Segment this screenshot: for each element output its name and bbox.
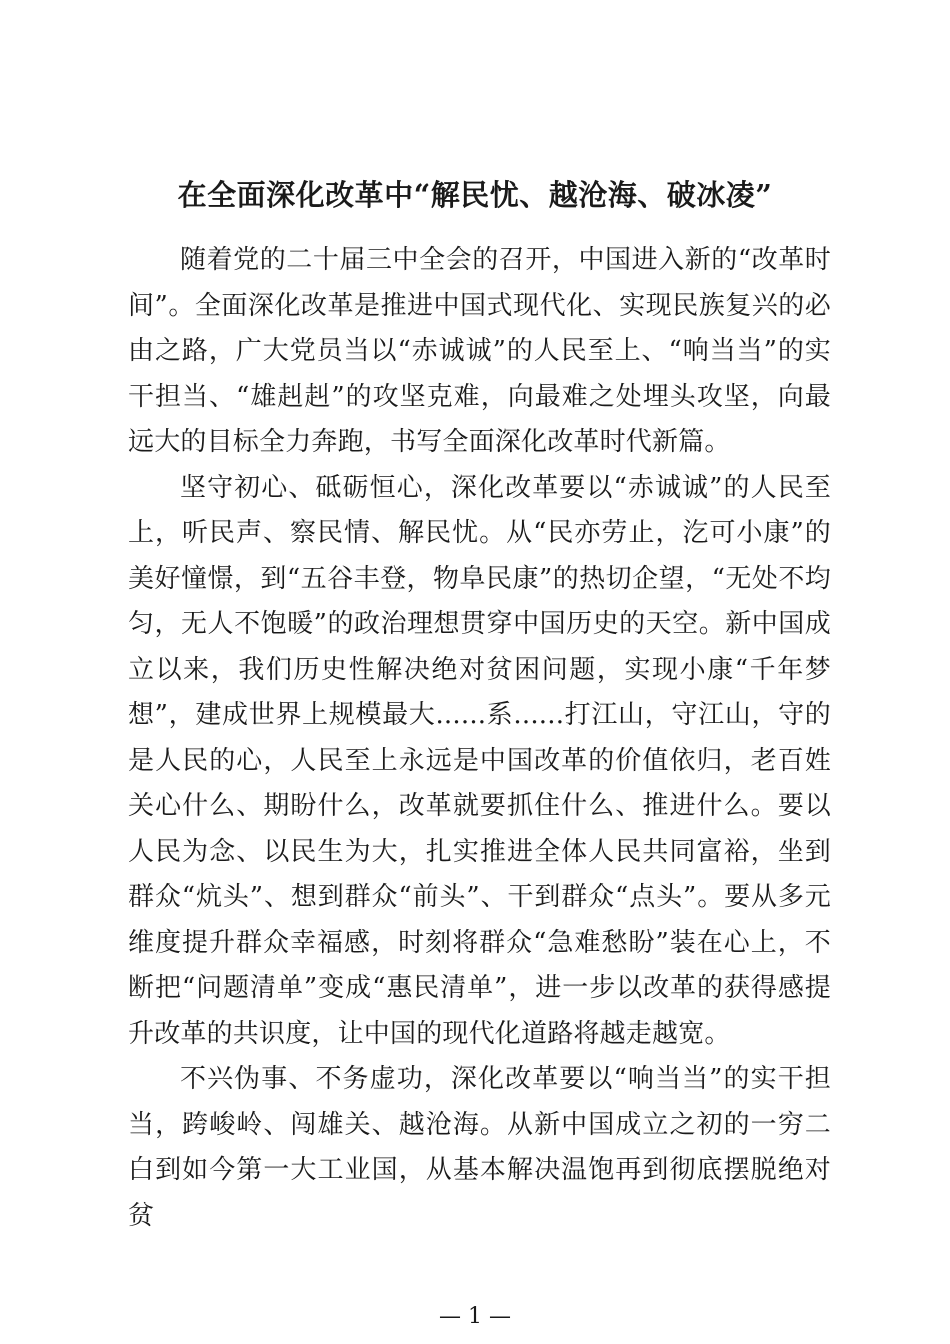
paragraph-2: 坚守初心、砥砺恒心，深化改革要以“赤诚诚”的人民至上，听民声、察民情、解民忧。从“民亦劳止，汔可小康”的美好憧憬，到“五谷丰登，物阜民康”的热切企望，“无处不均匀，无人不饱暖”的政治理想贯穿中国历史的天空。新中国成立以来，我们历史性解决绝对贫困问题，实现小康“千年梦想”，建成世界上规模最大......系......打江山，守江山，守的是人民的心，人民至上永远是中国改革的价值依归，老百姓关心什么、期盼什么，改革就要抓住什么、推进什么。要以人民为念、以民生为大，扎实推进全体人民共同富裕，坐到群众“炕头”、想到群众“前头”、干到群众“点头”。要从多元维度提升群众幸福感，时刻将群众“急难愁盼”装在心上，不断把“问题清单”变成“惠民清单”，进一步以改革的获得感提升改革的共识度，让中国的现代化道路将越走越宽。 <box>128 472 831 1049</box>
document-title: 在全面深化改革中“解民忧、越沧海、破冰凌” <box>177 178 773 212</box>
paragraph-1: 随着党的二十届三中全会的召开，中国进入新的“改革时间”。全面深化改革是推进中国式现代化、实现民族复兴的必由之路，广大党员当以“赤诚诚”的人民至上、“响当当”的实干担当、“雄赳赳”的攻坚克难，向最难之处埋头攻坚，向最远大的目标全力奔跑，书写全面深化改革时代新篇。 <box>128 245 831 457</box>
paragraph-3: 不兴伪事、不务虚功，深化改革要以“响当当”的实干担当，跨峻岭、闯雄关、越沧海。从新中国成立之初的一穷二白到如今第一大工业国，从基本解决温饱再到彻底摆脱绝对贫 <box>128 1064 831 1231</box>
page-number: — 1 — <box>439 1304 511 1329</box>
document-body <box>128 238 831 1239</box>
